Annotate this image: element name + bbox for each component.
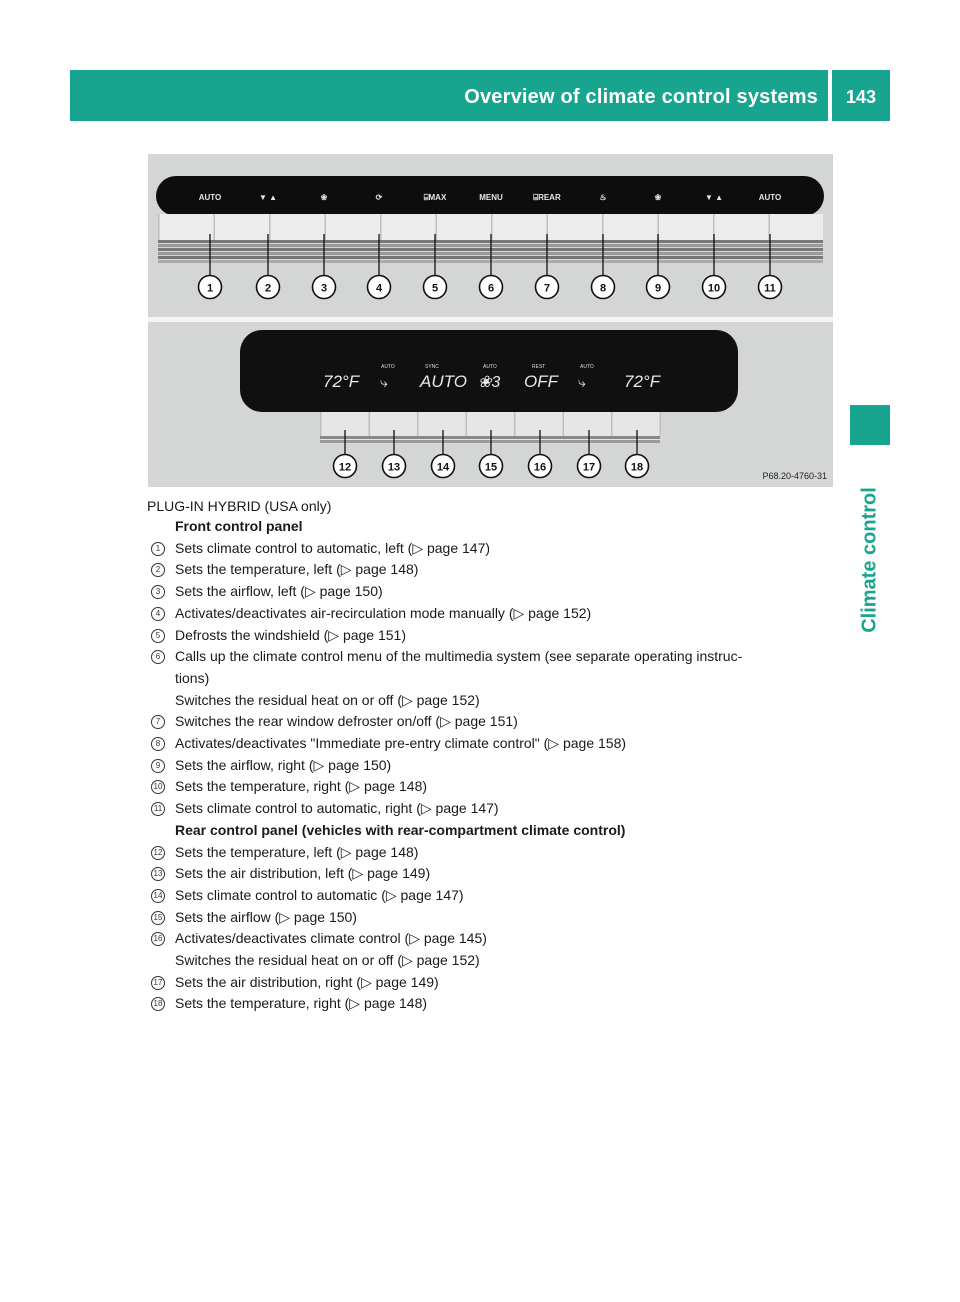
list-item: [147, 863, 837, 885]
front-button-label: ▼ ▲: [704, 193, 724, 202]
item-text: Sets the temperature, left (▷ page 148): [175, 843, 419, 860]
item-number: 5: [151, 629, 165, 643]
front-button-label: MENU: [479, 193, 503, 202]
callout-number: 15: [484, 461, 498, 474]
item-text: Defrosts the windshield (▷ page 151): [175, 626, 406, 643]
rear-display: [240, 330, 738, 412]
item-number: 17: [151, 976, 165, 990]
list-item: [147, 625, 837, 647]
item-text: Activates/deactivates air-recirculation mode manually (▷ page 152): [175, 604, 592, 621]
list-item: [147, 907, 837, 929]
front-button-label: ⟳: [375, 193, 383, 202]
list-item: [147, 885, 837, 907]
callout-number: 5: [431, 282, 439, 295]
callout-number: 6: [487, 282, 495, 295]
figure-caption: PLUG-IN HYBRID (USA only): [147, 498, 332, 514]
rear-temp-right: 72°F: [624, 372, 661, 391]
list-item: [147, 950, 837, 972]
section-heading: [147, 516, 837, 538]
front-button-label: ❀: [654, 193, 662, 202]
air-distribution-right-icon: ⤷: [578, 374, 586, 390]
front-button-label: AUTO: [758, 193, 782, 202]
item-text: Sets the airflow, left (▷ page 150): [175, 583, 383, 600]
callout-number: 16: [533, 461, 547, 474]
item-text: Switches the rear window defroster on/off (▷ page 151): [175, 713, 518, 730]
callout-number: 9: [654, 282, 662, 295]
item-number: 6: [151, 650, 165, 664]
svg-text:AUTO: AUTO: [580, 364, 594, 370]
item-number: 3: [151, 585, 165, 599]
callout-number: 8: [599, 282, 607, 295]
callout-number: 13: [387, 461, 401, 474]
list-item: [147, 668, 837, 690]
front-button-label: ♨: [599, 193, 607, 202]
list-item: [147, 755, 837, 777]
air-distribution-left-icon: ⤷: [380, 374, 388, 390]
item-number: 10: [151, 780, 165, 794]
figure-code: P68.20-4760-31: [762, 471, 827, 481]
callout-number: 11: [764, 282, 776, 295]
callout-number: 18: [630, 461, 644, 474]
item-text: Sets the temperature, left (▷ page 148): [175, 561, 419, 578]
list-item: [147, 928, 837, 950]
section-tab-marker: [850, 405, 890, 445]
item-text: Switches the residual heat on or off (▷ page 152): [175, 952, 480, 969]
description-list: [147, 516, 837, 1015]
item-number: 14: [151, 889, 165, 903]
item-text: Sets climate control to automatic, left (▷ page 147): [175, 539, 491, 556]
item-number: 13: [151, 867, 165, 881]
list-item: [147, 993, 837, 1015]
item-text: Sets the air distribution, left (▷ page 149): [175, 865, 431, 882]
item-text: Sets the temperature, right (▷ page 148): [175, 778, 428, 795]
item-number: 2: [151, 563, 165, 577]
list-item: [147, 559, 837, 581]
item-number: 16: [151, 932, 165, 946]
list-item: [147, 733, 837, 755]
rear-fan-level: ❀3: [478, 374, 501, 391]
front-button-label: ❀: [320, 193, 328, 202]
front-button-label: AUTO: [198, 193, 222, 202]
list-item: [147, 711, 837, 733]
list-item: [147, 798, 837, 820]
item-text: Calls up the climate control menu of the multimedia system (see separate operating instruc-: [175, 648, 743, 665]
item-text: Sets the air distribution, right (▷ page 149): [175, 973, 439, 990]
callout-number: 7: [543, 282, 551, 295]
control-panel-illustration: [148, 154, 833, 487]
item-text: Sets the airflow, right (▷ page 150): [175, 756, 392, 773]
front-button-label: ▼ ▲: [258, 193, 278, 202]
item-number: 1: [151, 542, 165, 556]
section-heading: [147, 820, 837, 842]
header-bar: [70, 70, 890, 121]
item-text: Front control panel: [175, 518, 303, 534]
front-button-label: ⌸REAR: [533, 193, 561, 202]
svg-text:AUTO: AUTO: [483, 364, 497, 370]
front-button-label: ⌸MAX: [423, 193, 447, 202]
item-text: Sets the airflow (▷ page 150): [175, 908, 357, 925]
item-number: 8: [151, 737, 165, 751]
list-item: [147, 972, 837, 994]
callout-number: 4: [375, 282, 383, 295]
control-panel-figure: [148, 154, 833, 487]
svg-text:AUTO: AUTO: [381, 364, 395, 370]
item-text: tions): [175, 669, 210, 686]
page-title: Overview of climate control systems: [464, 86, 818, 108]
list-item: [147, 842, 837, 864]
item-text: Sets climate control to automatic, right (▷ page 147): [175, 800, 499, 817]
item-number: 11: [151, 802, 165, 816]
callout-number: 12: [338, 461, 352, 474]
section-label: Climate control: [858, 487, 881, 633]
callout-number: 2: [264, 282, 272, 295]
rear-auto-display: AUTO: [420, 372, 467, 391]
item-number: 12: [151, 846, 165, 860]
rear-temp-left: 72°F: [323, 372, 360, 391]
list-item: [147, 776, 837, 798]
callout-number: 17: [582, 461, 596, 474]
item-number: 7: [151, 715, 165, 729]
callout-number: 14: [436, 461, 450, 474]
callout-number: 1: [206, 282, 214, 295]
item-text: Activates/deactivates "Immediate pre-entry climate control" (▷ page 158): [175, 735, 627, 752]
item-text: Activates/deactivates climate control (▷ page 145): [175, 930, 487, 947]
list-item: [147, 538, 837, 560]
item-text: Sets the temperature, right (▷ page 148): [175, 995, 428, 1012]
item-text: Rear control panel (vehicles with rear-compartment climate control): [175, 821, 626, 838]
item-number: 18: [151, 997, 165, 1011]
list-item: [147, 690, 837, 712]
item-number: 4: [151, 607, 165, 621]
item-text: Switches the residual heat on or off (▷ page 152): [175, 691, 480, 708]
page-number: 143: [845, 87, 877, 107]
item-number: 15: [151, 911, 165, 925]
rear-off-display: OFF: [524, 372, 558, 391]
svg-text:REST: REST: [532, 364, 546, 370]
list-item: [147, 646, 837, 668]
callout-number: 10: [707, 282, 721, 295]
list-item: [147, 603, 837, 625]
item-number: 9: [151, 759, 165, 773]
callout-number: 3: [320, 282, 328, 295]
svg-text:SYNC: SYNC: [425, 364, 439, 370]
list-item: [147, 581, 837, 603]
item-text: Sets climate control to automatic (▷ page 147): [175, 886, 464, 903]
